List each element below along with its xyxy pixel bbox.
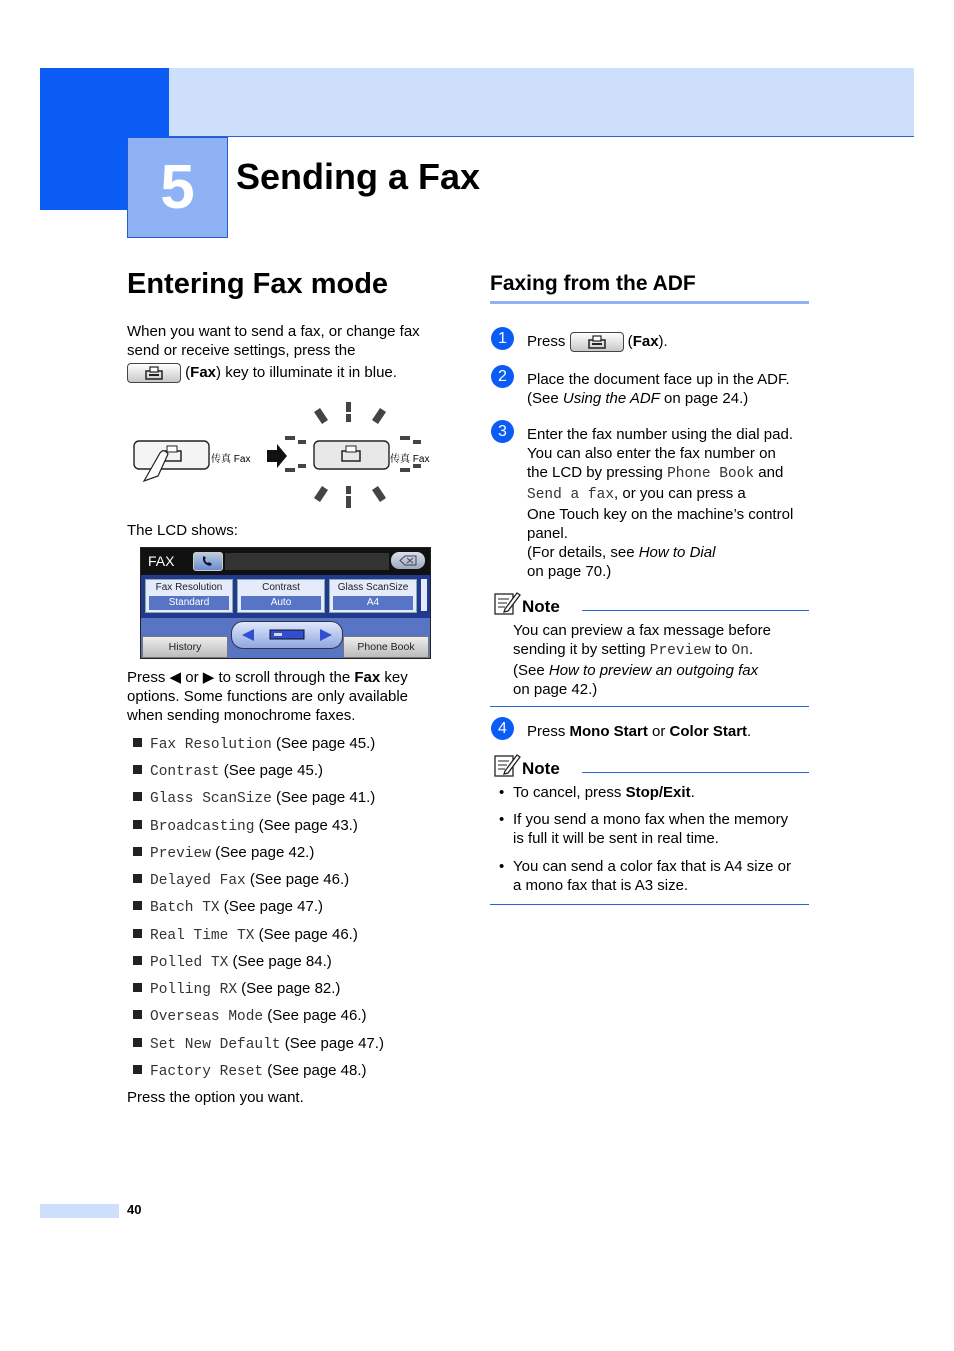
list-item: Batch TX (See page 47.) (133, 897, 323, 918)
list-item: Contrast (See page 45.) (133, 761, 323, 782)
closing-instruction: Press the option you want. (127, 1089, 304, 1106)
list-item: Overseas Mode (See page 46.) (133, 1006, 367, 1027)
fax-key-icon (127, 363, 181, 383)
lcd-screen (140, 547, 431, 659)
right-arrow-icon: ▶ (202, 669, 215, 686)
intro-paragraph: When you want to send a fax, or change fax send or receive settings, press the (Fax) key to illuminate it in blue. (127, 322, 457, 383)
page-number-bar (40, 1204, 119, 1218)
list-item: • If you send a mono fax when the memory is full it will be sent in real time. (499, 811, 789, 847)
lcd-option-fax-resolution[interactable]: Fax Resolution Standard (145, 579, 233, 613)
list-item: Glass ScanSize (See page 41.) (133, 788, 375, 809)
lcd-scroll-control[interactable] (231, 621, 343, 649)
phone-icon[interactable] (193, 552, 223, 571)
section-heading-entering-fax-mode: Entering Fax mode (127, 268, 389, 300)
note-1-title: Note (522, 597, 560, 616)
list-item: Fax Resolution (See page 45.) (133, 734, 375, 755)
list-item: Polled TX (See page 84.) (133, 952, 332, 973)
note-2-end-rule (490, 904, 809, 905)
lcd-option-contrast[interactable]: Contrast Auto (237, 579, 325, 613)
list-item: Real Time TX (See page 46.) (133, 925, 358, 946)
note-1-rule (582, 610, 809, 611)
lcd-shows-label: The LCD shows: (127, 522, 238, 539)
list-item: Preview (See page 42.) (133, 843, 314, 864)
note-1-end-rule (490, 706, 809, 707)
step-3-text: Enter the fax number using the dial pad. You can also enter the fax number on the LCD by pressing Phone Book and Send a fax, or you can press a One Touch key on the machine’s control panel. (For details, see How to Dial on page 70.) (527, 426, 794, 580)
list-item: Polling RX (See page 82.) (133, 979, 340, 1000)
note-pencil-icon (493, 752, 521, 778)
page-number: 40 (127, 1202, 142, 1217)
step-3-badge: 3 (491, 420, 514, 443)
fax-key-label-right: 传真 Fax (390, 454, 430, 465)
note-pencil-icon (493, 590, 521, 616)
step-2-badge: 2 (491, 365, 514, 388)
fax-key-label-left: 传真 Fax (211, 454, 251, 465)
lcd-history-button[interactable]: History (142, 636, 228, 658)
step-4-badge: 4 (491, 717, 514, 740)
step-1-badge: 1 (491, 327, 514, 350)
list-item: Broadcasting (See page 43.) (133, 816, 358, 837)
chapter-number: 5 (160, 153, 195, 222)
left-arrow-icon: ◀ (169, 669, 182, 686)
chapter-number-box (127, 137, 228, 238)
chapter-title: Sending a Fax (236, 156, 481, 197)
list-item: • To cancel, press Stop/Exit. (499, 784, 695, 801)
lcd-phone-book-button[interactable]: Phone Book (343, 636, 429, 658)
fax-key-icon (570, 332, 624, 352)
list-item: Set New Default (See page 47.) (133, 1034, 384, 1055)
note-2-title: Note (522, 759, 560, 778)
scroll-instructions: Press ◀ or ▶ to scroll through the Fax key options. Some functions are only available when sending monochrome faxes. (127, 669, 409, 724)
backspace-icon[interactable] (391, 552, 425, 569)
section-heading-faxing-from-adf: Faxing from the ADF (490, 272, 696, 295)
step-2-text: Place the document face up in the ADF. (See Using the ADF on page 24.) (527, 371, 790, 407)
lcd-option-glass-scansize[interactable]: Glass ScanSize A4 (329, 579, 417, 613)
list-item: Factory Reset (See page 48.) (133, 1061, 367, 1082)
step-4-text: Press Mono Start or Color Start. (527, 723, 752, 740)
step-1-text: Press (Fax). (527, 332, 668, 352)
note-2-rule (582, 772, 809, 773)
note-1-text: You can preview a fax message before sending it by setting Preview to On. (See How to preview an outgoing fax on page 42.) (513, 622, 771, 698)
list-item: • You can send a color fax that is A4 size or a mono fax that is A3 size. (499, 858, 791, 894)
heading-underline (490, 301, 809, 304)
lcd-title: FAX (148, 553, 175, 569)
list-item: Delayed Fax (See page 46.) (133, 870, 349, 891)
chapter-header-band (169, 68, 914, 137)
